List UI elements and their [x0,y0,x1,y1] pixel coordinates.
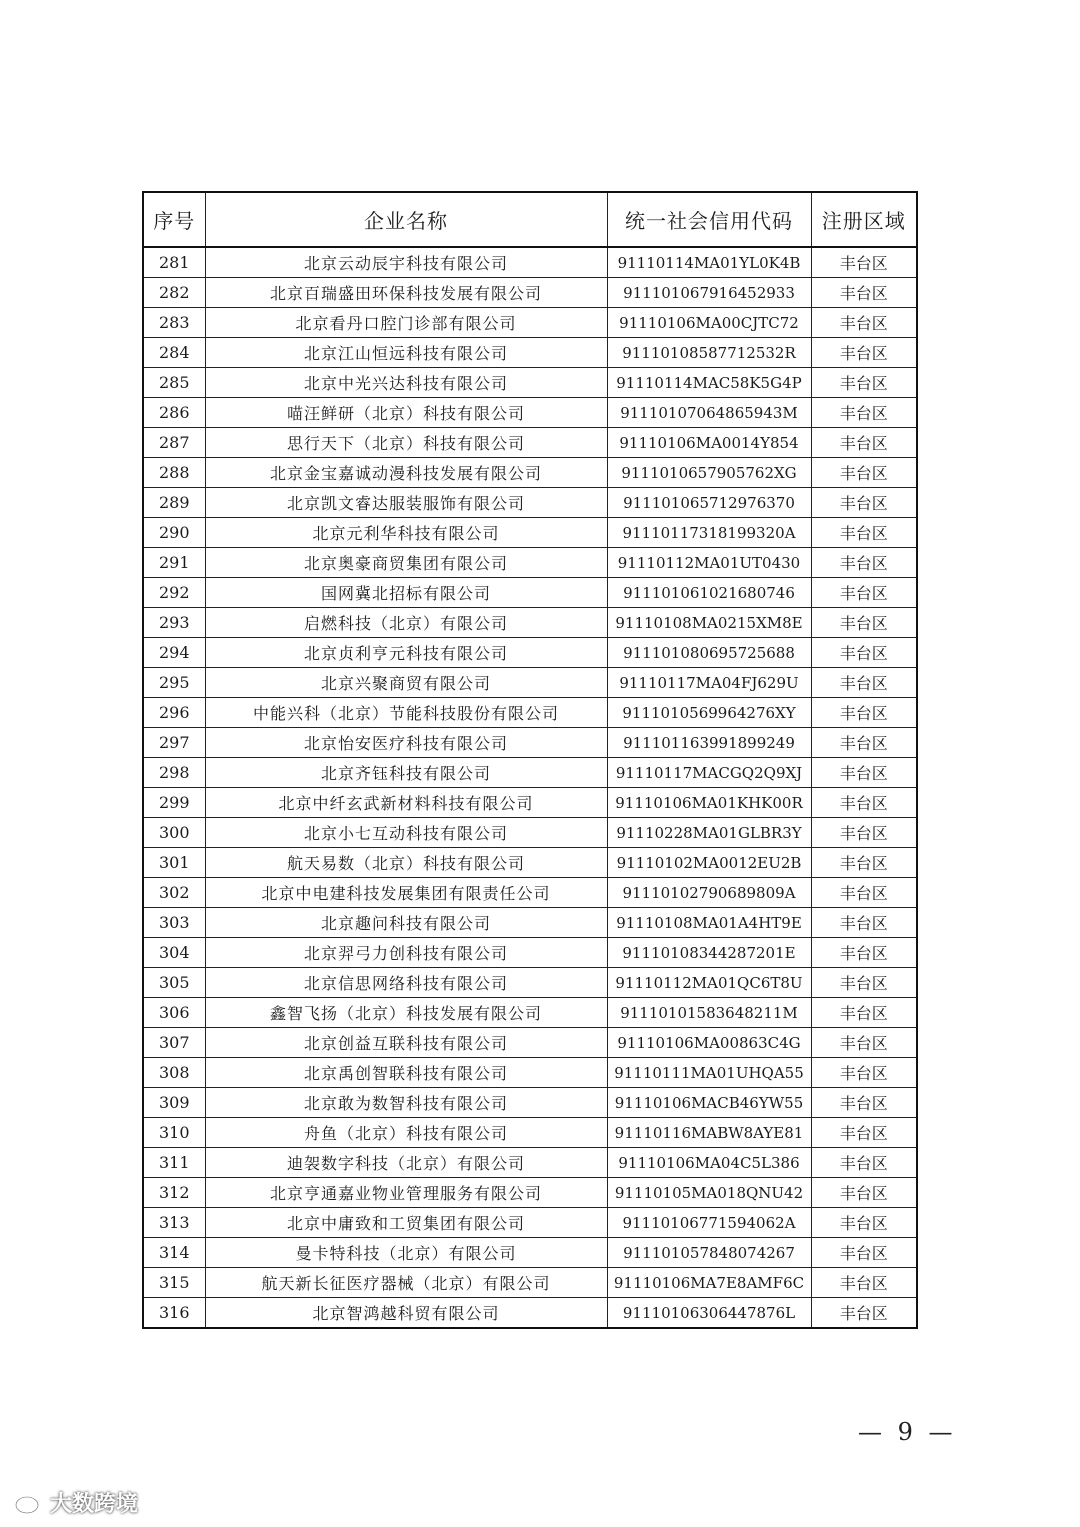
row-region: 丰台区 [811,398,917,428]
row-company-name: 鑫智飞扬（北京）科技发展有限公司 [205,998,607,1028]
table-row [143,698,917,728]
header-serial: 序号 [143,192,205,247]
row-region: 丰台区 [811,458,917,488]
row-company-name: 北京中光兴达科技有限公司 [205,368,607,398]
row-serial: 286 [143,398,205,428]
page-number: — 9 — [858,1418,957,1446]
row-serial: 283 [143,308,205,338]
row-serial: 309 [143,1088,205,1118]
row-credit-code: 91110114MA01YL0K4B [607,247,811,278]
row-credit-code: 91110116MABW8AYE81 [607,1118,811,1148]
row-region: 丰台区 [811,548,917,578]
table-row [143,518,917,548]
row-serial: 287 [143,428,205,458]
row-credit-code: 91110102MA0012EU2B [607,848,811,878]
row-credit-code: 91110106MA7E8AMF6C [607,1268,811,1298]
row-company-name: 迪袈数字科技（北京）有限公司 [205,1148,607,1178]
row-company-name: 中能兴科（北京）节能科技股份有限公司 [205,698,607,728]
row-credit-code: 91110108MA01A4HT9E [607,908,811,938]
row-serial: 300 [143,818,205,848]
row-credit-code: 91110107064865943M [607,398,811,428]
table-row [143,1088,917,1118]
row-credit-code: 91110117MA04FJ629U [607,668,811,698]
row-region: 丰台区 [811,1298,917,1329]
table-row [143,1028,917,1058]
row-region: 丰台区 [811,818,917,848]
row-credit-code: 9111010657905762XG [607,458,811,488]
watermark-text: 大数跨境 [50,1492,139,1517]
row-region: 丰台区 [811,908,917,938]
row-credit-code: 91110112MA01UT0430 [607,548,811,578]
row-credit-code: 91110111MA01UHQA55 [607,1058,811,1088]
row-company-name: 北京怡安医疗科技有限公司 [205,728,607,758]
row-serial: 315 [143,1268,205,1298]
table-row [143,638,917,668]
table-row [143,758,917,788]
row-region: 丰台区 [811,1088,917,1118]
row-credit-code: 91110117318199320A [607,518,811,548]
row-company-name: 思行天下（北京）科技有限公司 [205,428,607,458]
row-serial: 288 [143,458,205,488]
row-credit-code: 911101065712976370 [607,488,811,518]
row-region: 丰台区 [811,1238,917,1268]
row-serial: 314 [143,1238,205,1268]
row-credit-code: 91110106771594062A [607,1208,811,1238]
row-region: 丰台区 [811,278,917,308]
row-region: 丰台区 [811,968,917,998]
row-credit-code: 91110108587712532R [607,338,811,368]
table-row [143,338,917,368]
table-row [143,398,917,428]
row-region: 丰台区 [811,488,917,518]
row-credit-code: 91110114MAC58K5G4P [607,368,811,398]
table-row [143,1208,917,1238]
row-region: 丰台区 [811,758,917,788]
row-company-name: 北京趣问科技有限公司 [205,908,607,938]
row-company-name: 北京中纤玄武新材料科技有限公司 [205,788,607,818]
row-serial: 307 [143,1028,205,1058]
row-serial: 304 [143,938,205,968]
row-region: 丰台区 [811,428,917,458]
row-region: 丰台区 [811,938,917,968]
row-serial: 281 [143,247,205,278]
row-credit-code: 91110106MA00CJTC72 [607,308,811,338]
row-serial: 311 [143,1148,205,1178]
row-company-name: 北京中电建科技发展集团有限责任公司 [205,878,607,908]
table-body [143,247,917,1328]
weibo-logo-icon [14,1491,44,1515]
row-serial: 316 [143,1298,205,1329]
row-credit-code: 91110102790689809A [607,878,811,908]
row-company-name: 启燃科技（北京）有限公司 [205,608,607,638]
table-row [143,1058,917,1088]
row-company-name: 北京羿弓力创科技有限公司 [205,938,607,968]
row-region: 丰台区 [811,368,917,398]
row-credit-code: 91110106MACB46YW55 [607,1088,811,1118]
row-region: 丰台区 [811,1118,917,1148]
row-credit-code: 91110105MA018QNU42 [607,1178,811,1208]
table-row [143,848,917,878]
row-serial: 295 [143,668,205,698]
row-serial: 306 [143,998,205,1028]
header-credit-code: 统一社会信用代码 [607,192,811,247]
row-region: 丰台区 [811,668,917,698]
row-credit-code: 91110108344287201E [607,938,811,968]
row-credit-code: 911101080695725688 [607,638,811,668]
row-serial: 296 [143,698,205,728]
row-company-name: 北京中庸致和工贸集团有限公司 [205,1208,607,1238]
row-company-name: 舟鱼（北京）科技有限公司 [205,1118,607,1148]
table-row [143,908,917,938]
row-serial: 289 [143,488,205,518]
row-serial: 313 [143,1208,205,1238]
row-region: 丰台区 [811,247,917,278]
row-region: 丰台区 [811,1148,917,1178]
table-row [143,968,917,998]
table-row [143,818,917,848]
row-company-name: 曼卡特科技（北京）有限公司 [205,1238,607,1268]
row-credit-code: 911101057848074267 [607,1238,811,1268]
row-credit-code: 91110106MA00863C4G [607,1028,811,1058]
row-credit-code: 911101163991899249 [607,728,811,758]
row-credit-code: 91110108MA0215XM8E [607,608,811,638]
watermark [14,1487,138,1518]
row-credit-code: 91110228MA01GLBR3Y [607,818,811,848]
row-serial: 284 [143,338,205,368]
row-credit-code: 91110117MACGQ2Q9XJ [607,758,811,788]
table-row [143,878,917,908]
row-company-name: 北京元利华科技有限公司 [205,518,607,548]
row-serial: 292 [143,578,205,608]
table-row [143,728,917,758]
row-serial: 285 [143,368,205,398]
row-company-name: 北京百瑞盛田环保科技发展有限公司 [205,278,607,308]
table-row [143,578,917,608]
row-serial: 308 [143,1058,205,1088]
row-company-name: 北京齐钰科技有限公司 [205,758,607,788]
row-credit-code: 91110106MA04C5L386 [607,1148,811,1178]
table-row [143,668,917,698]
row-region: 丰台区 [811,698,917,728]
row-serial: 290 [143,518,205,548]
row-serial: 298 [143,758,205,788]
table-row [143,247,917,278]
row-credit-code: 91110106MA01KHK00R [607,788,811,818]
row-company-name: 北京敢为数智科技有限公司 [205,1088,607,1118]
row-company-name: 北京云动辰宇科技有限公司 [205,247,607,278]
row-company-name: 北京信思网络科技有限公司 [205,968,607,998]
row-region: 丰台区 [811,608,917,638]
row-serial: 294 [143,638,205,668]
table-row [143,1238,917,1268]
table-row [143,1298,917,1329]
table-row [143,1148,917,1178]
table-row [143,788,917,818]
row-company-name: 北京禹创智联科技有限公司 [205,1058,607,1088]
table-row [143,608,917,638]
row-company-name: 航天易数（北京）科技有限公司 [205,848,607,878]
table-row [143,458,917,488]
row-serial: 312 [143,1178,205,1208]
row-serial: 302 [143,878,205,908]
row-region: 丰台区 [811,518,917,548]
table-row [143,488,917,518]
row-region: 丰台区 [811,1028,917,1058]
table-row [143,428,917,458]
row-company-name: 北京贞利亨元科技有限公司 [205,638,607,668]
row-company-name: 北京看丹口腔门诊部有限公司 [205,308,607,338]
row-company-name: 北京小七互动科技有限公司 [205,818,607,848]
row-region: 丰台区 [811,578,917,608]
row-credit-code: 911101067916452933 [607,278,811,308]
row-region: 丰台区 [811,728,917,758]
table-header-row [143,192,917,247]
row-company-name: 北京奥豪商贸集团有限公司 [205,548,607,578]
row-region: 丰台区 [811,1208,917,1238]
table-row [143,368,917,398]
table-row [143,278,917,308]
row-region: 丰台区 [811,998,917,1028]
row-serial: 305 [143,968,205,998]
row-company-name: 北京亨通嘉业物业管理服务有限公司 [205,1178,607,1208]
row-credit-code: 9111010569964276XY [607,698,811,728]
row-region: 丰台区 [811,848,917,878]
row-serial: 293 [143,608,205,638]
row-serial: 299 [143,788,205,818]
row-region: 丰台区 [811,638,917,668]
row-company-name: 喵汪鲜研（北京）科技有限公司 [205,398,607,428]
row-company-name: 国网冀北招标有限公司 [205,578,607,608]
company-list-table [142,191,918,1329]
row-credit-code: 91110112MA01QC6T8U [607,968,811,998]
row-credit-code: 91110106MA0014Y854 [607,428,811,458]
row-region: 丰台区 [811,338,917,368]
row-serial: 282 [143,278,205,308]
table-row [143,938,917,968]
table-row [143,1268,917,1298]
row-region: 丰台区 [811,878,917,908]
row-credit-code: 91110101583648211M [607,998,811,1028]
table-row [143,998,917,1028]
header-company-name: 企业名称 [205,192,607,247]
row-company-name: 北京智鸿越科贸有限公司 [205,1298,607,1329]
row-serial: 297 [143,728,205,758]
row-region: 丰台区 [811,1058,917,1088]
table-row [143,1118,917,1148]
row-region: 丰台区 [811,1178,917,1208]
row-credit-code: 91110106306447876L [607,1298,811,1329]
row-company-name: 北京金宝嘉诚动漫科技发展有限公司 [205,458,607,488]
row-company-name: 北京创益互联科技有限公司 [205,1028,607,1058]
row-serial: 303 [143,908,205,938]
row-serial: 291 [143,548,205,578]
row-company-name: 北京凯文睿达服装服饰有限公司 [205,488,607,518]
row-region: 丰台区 [811,788,917,818]
row-company-name: 北京江山恒远科技有限公司 [205,338,607,368]
row-serial: 301 [143,848,205,878]
table-row [143,1178,917,1208]
row-company-name: 航天新长征医疗器械（北京）有限公司 [205,1268,607,1298]
row-serial: 310 [143,1118,205,1148]
row-company-name: 北京兴聚商贸有限公司 [205,668,607,698]
header-region: 注册区域 [811,192,917,247]
row-credit-code: 911101061021680746 [607,578,811,608]
row-region: 丰台区 [811,308,917,338]
table-row [143,308,917,338]
table-row [143,548,917,578]
row-region: 丰台区 [811,1268,917,1298]
